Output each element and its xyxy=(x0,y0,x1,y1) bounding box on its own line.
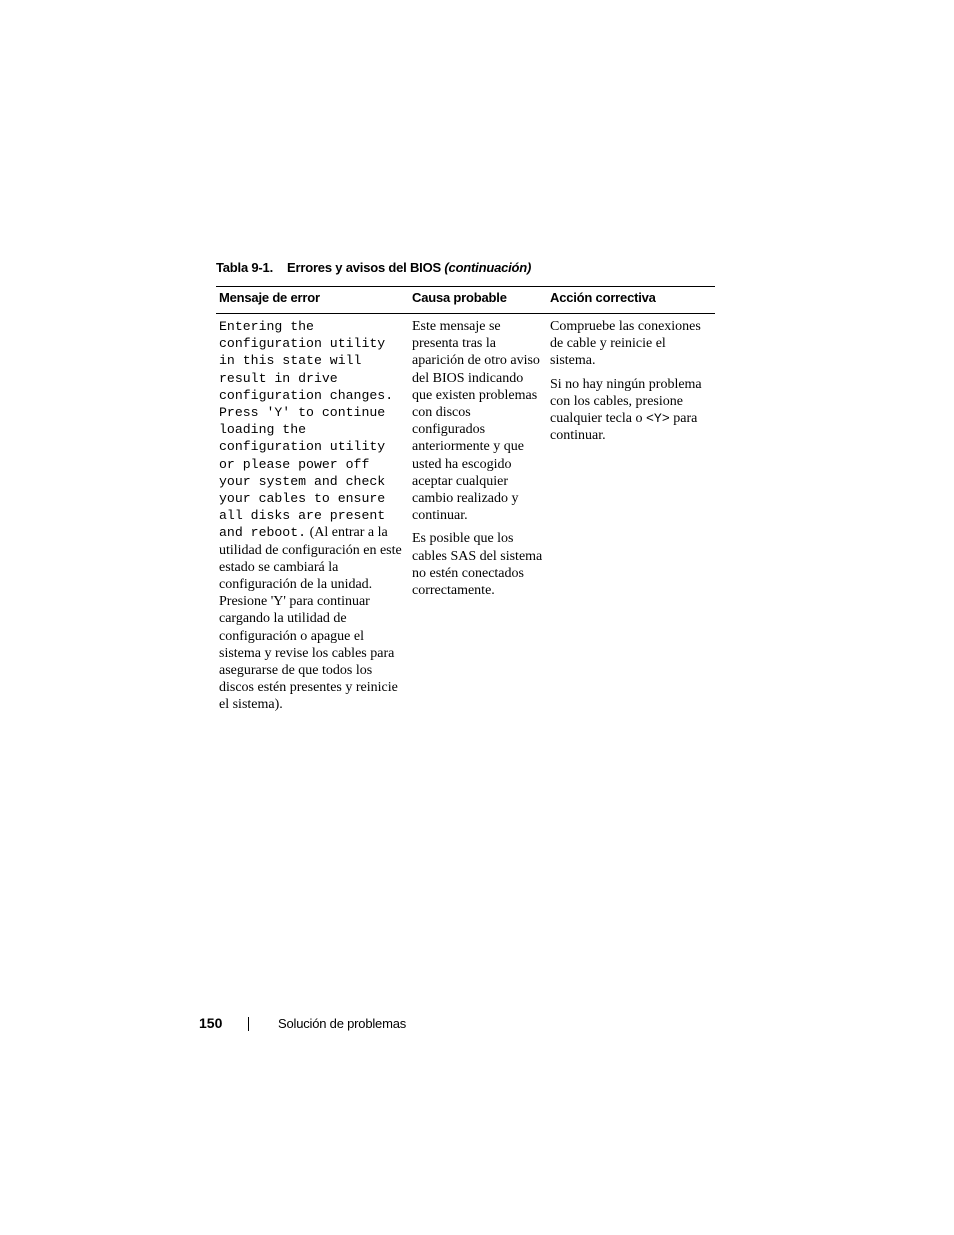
action-text-tail: para continuar. xyxy=(550,411,698,444)
caption-note: (continuación) xyxy=(444,260,532,275)
cause-paragraph: Este mensaje se presenta tras la aparición de otro aviso del BIOS indicando que existen problemas con discos configurados anteriormente y que usted ha escogido aceptar cualquier cambio realizado y continuar. xyxy=(412,319,540,524)
header-probable-cause: Causa probable xyxy=(412,290,507,305)
caption-label: Tabla 9-1. xyxy=(216,260,274,275)
action-paragraph: Compruebe las conexiones de cable y reinicie el sistema. xyxy=(550,319,701,369)
error-code-line: result in drive xyxy=(219,370,338,386)
error-code-line: configuration utility xyxy=(219,336,386,352)
table-row xyxy=(216,314,715,734)
bios-errors-table xyxy=(216,286,715,734)
error-code-line: loading the xyxy=(219,422,307,438)
header-corrective-action: Acción correctiva xyxy=(550,290,656,305)
error-code-line: your system and check xyxy=(219,473,386,489)
table-header-row xyxy=(216,287,715,314)
error-code-line: configuration utility xyxy=(219,439,386,455)
action-paragraph xyxy=(550,376,712,445)
error-code-line: all disks are present xyxy=(219,508,386,524)
error-code-line: your cables to ensure xyxy=(219,491,386,507)
action-text: Si no hay ningún problema con los cables, presione cualquier tecla o xyxy=(550,376,702,427)
error-code-line: in this state will xyxy=(219,353,362,369)
error-code-line: Entering the xyxy=(219,319,314,334)
header-error-message: Mensaje de error xyxy=(219,290,320,305)
table-caption xyxy=(216,260,531,275)
error-code-line: Press 'Y' to continue xyxy=(219,405,386,421)
cell-error-message xyxy=(219,318,407,714)
page-number: 150 xyxy=(199,1015,223,1031)
error-code-line: and reboot. xyxy=(219,525,307,541)
cell-probable-cause xyxy=(412,318,546,599)
footer-section-title: Solución de problemas xyxy=(278,1016,407,1031)
error-message-translation: (Al entrar a la utilidad de configuración en este estado se cambiará la configuración de la unidad. Presione 'Y' para continuar cargando la utilidad de configuración o apague el sistema y revise los cables para asegurarse de que todos los discos estén presentes y reinicie el sistema). xyxy=(219,525,402,713)
key-y: <Y> xyxy=(646,411,670,427)
error-code-line: configuration changes. xyxy=(219,387,394,403)
cause-paragraph: Es posible que los cables SAS del sistema no estén conectados correctamente. xyxy=(412,531,543,599)
error-code-line: or please power off xyxy=(219,456,370,472)
caption-title: Errores y avisos del BIOS xyxy=(287,260,441,275)
cell-corrective-action xyxy=(550,318,712,444)
footer-divider xyxy=(248,1017,249,1031)
